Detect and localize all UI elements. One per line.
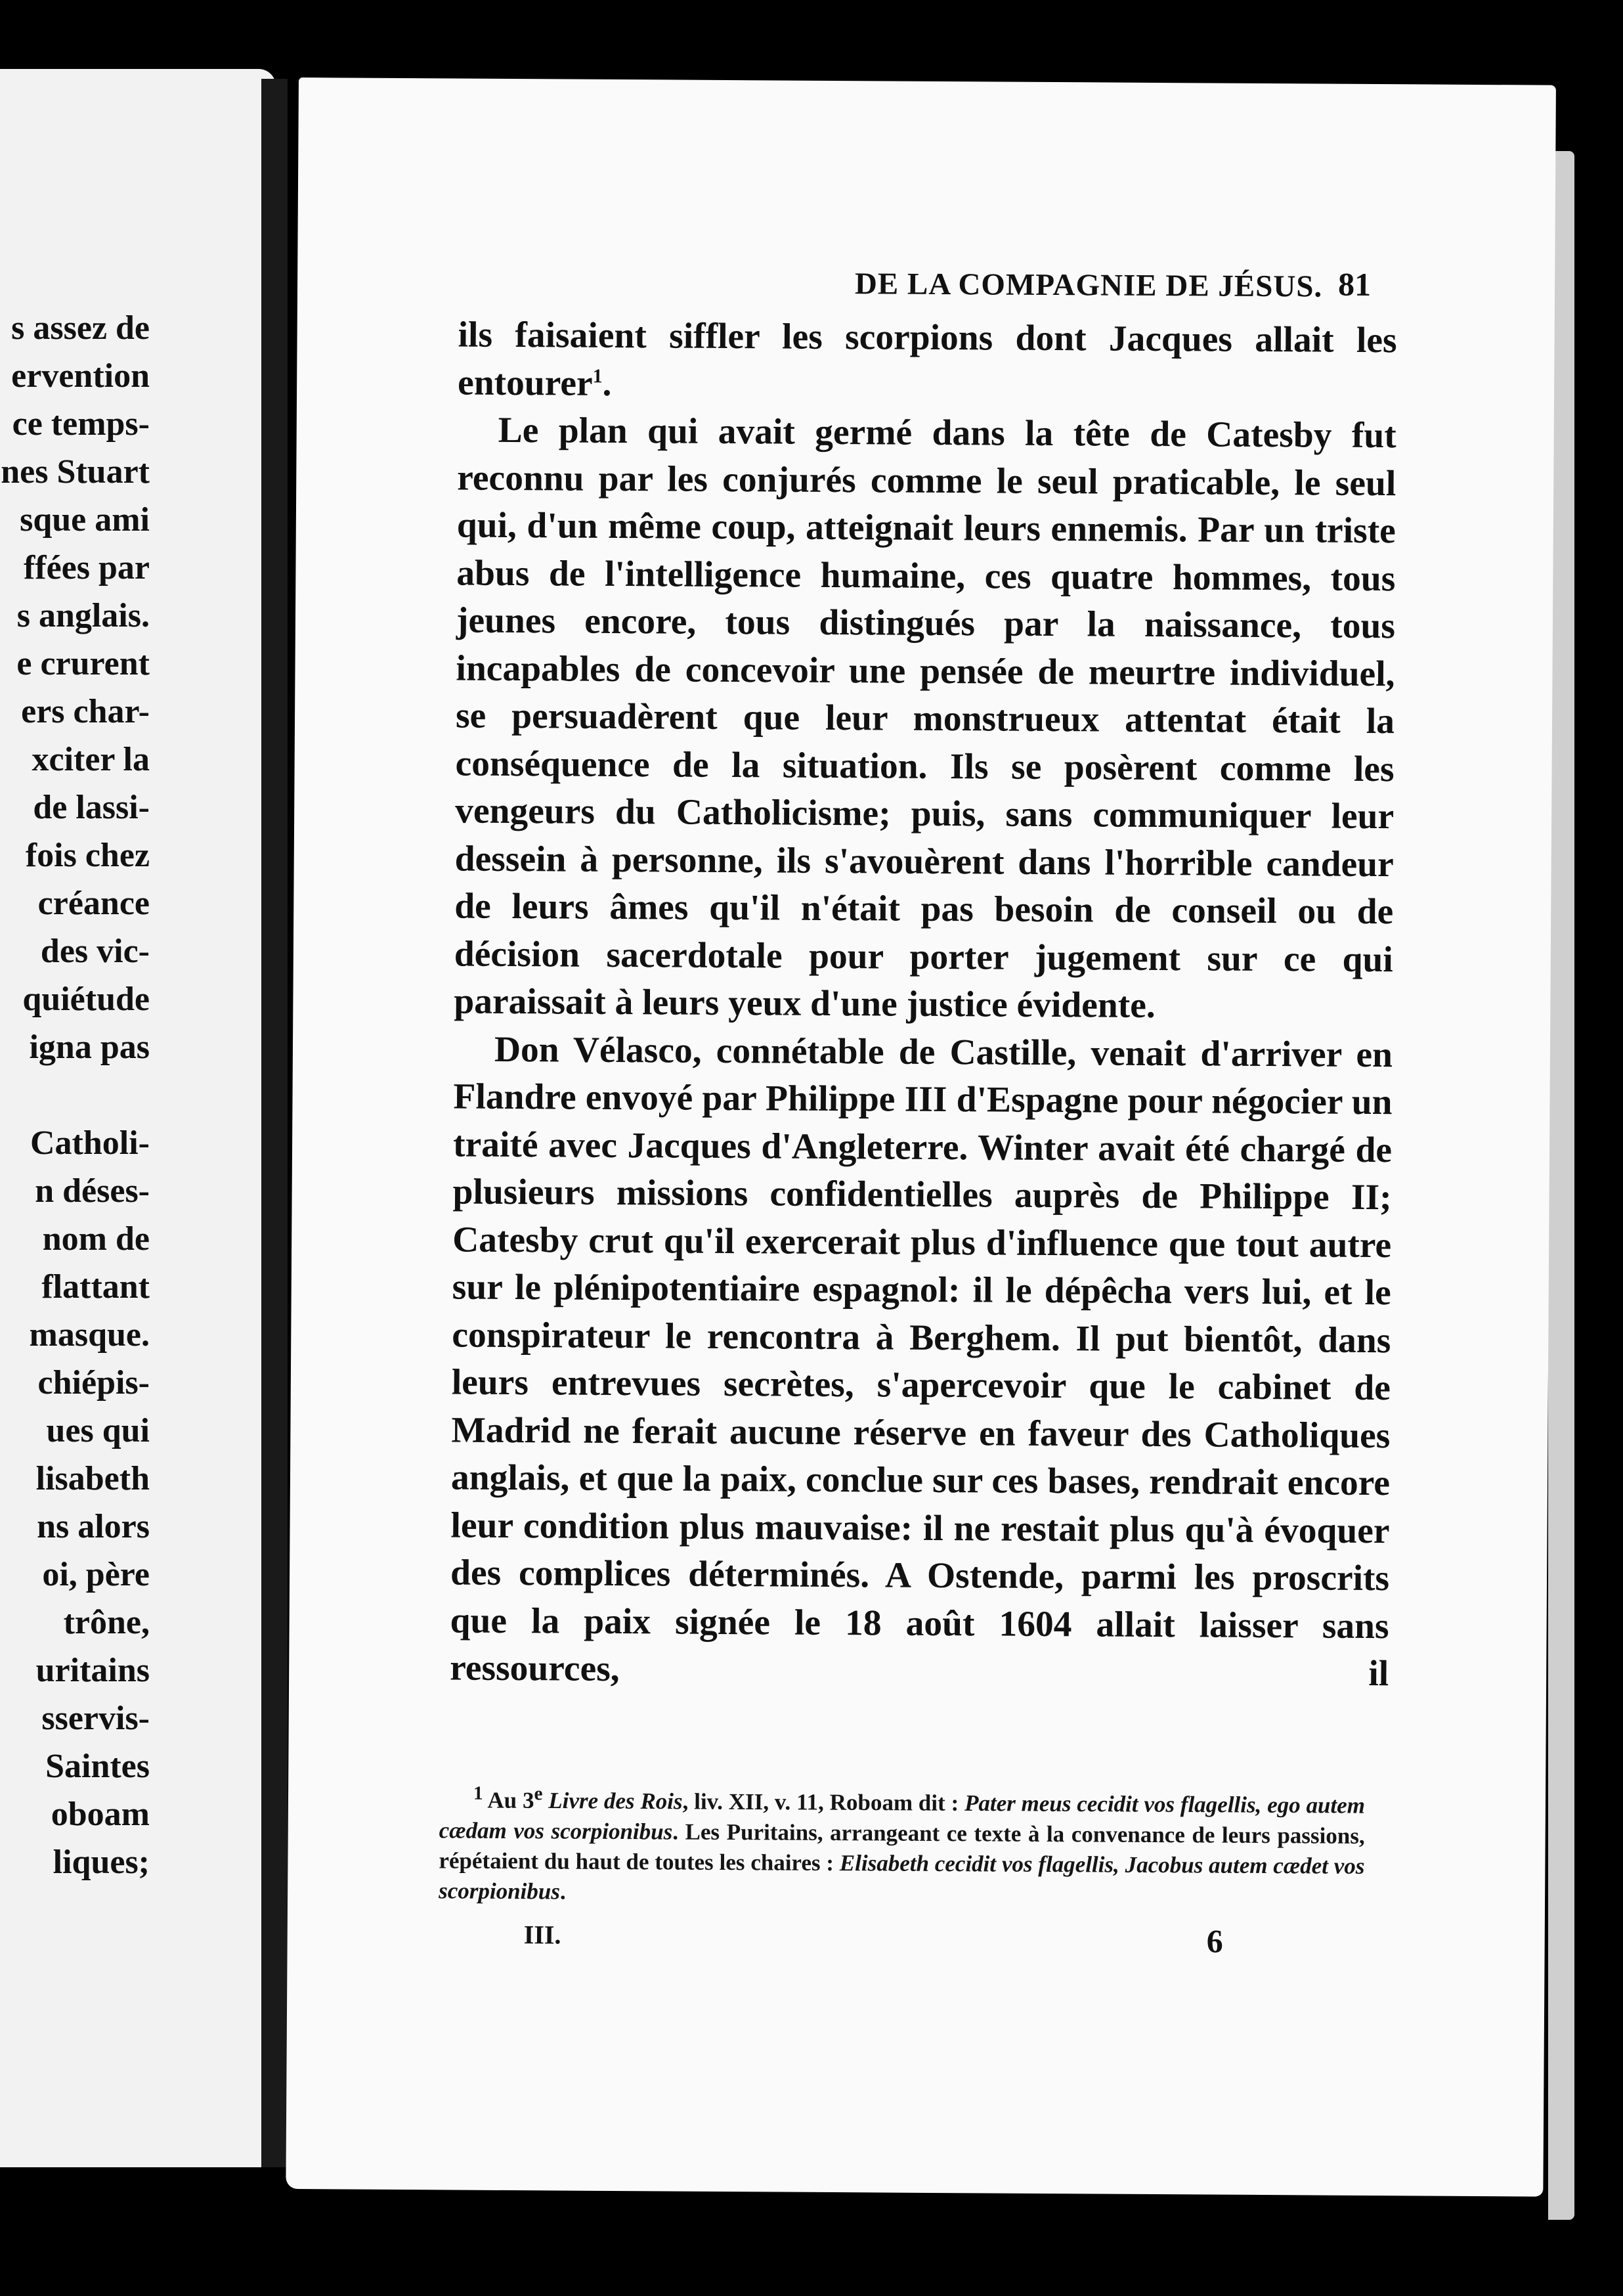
previous-page-line: trône, xyxy=(63,1604,150,1641)
book-gutter xyxy=(261,79,288,2167)
previous-page-line: s anglais. xyxy=(16,597,150,634)
footnote-latin-quote: Pater meus cecidit vos flagellis, ego autem cædam vos scorpionibus xyxy=(439,1790,1366,1845)
main-text xyxy=(450,311,1397,1698)
previous-page-line: ns alors xyxy=(37,1508,150,1545)
paragraph-1 xyxy=(458,311,1397,412)
previous-page-line: Catholi- xyxy=(30,1124,150,1162)
previous-page-line: flattant xyxy=(41,1268,150,1306)
previous-page-line: s assez de xyxy=(11,309,150,347)
previous-page-line: nom de xyxy=(42,1220,150,1258)
page xyxy=(286,77,1556,2197)
footnote xyxy=(439,1778,1365,1911)
previous-page-line: fois chez xyxy=(25,837,150,874)
paragraph-1-end: . xyxy=(602,363,612,404)
previous-page-line: de lassi- xyxy=(33,789,150,826)
previous-page-line: des vic- xyxy=(40,933,150,970)
previous-page-line: quiétude xyxy=(22,981,150,1018)
paragraph-3: Don Vélasco, connétable de Castille, venait d'arriver en Flandre envoyé par Philippe III d'Espagne pour négocier un traité avec Jacques d'Angleterre. Winter avait été chargé de plusieurs missions confidentielles auprès de Philippe II; Catesby crut qu'il exercerait plus d'influence que tout autre sur le plénipotentiaire espagnol: il le dépêcha vers lui, et le conspirateur le rencontra à Berghem. Il put bientôt, dans leurs entrevues secrètes, s'apercevoir que le cabinet de Madrid ne ferait aucune réserve en faveur des Catholiques anglais, et que la paix, conclue sur ces bases, rendrait encore leur condition plus mauvaise: il ne restait plus qu'à évoquer des complices déterminés. A Ostende, parmi les proscrits que la paix signée le 18 août 1604 allait laisser sans ressources, il xyxy=(450,1029,1393,1694)
footnote-text-part: . Les Puritains, arrangeant ce texte à la convenance de leurs passions, répétaient du haut de toutes les chaires : xyxy=(439,1819,1365,1876)
previous-page-line: ers char- xyxy=(21,693,150,730)
previous-page-line: e crurent xyxy=(16,645,150,682)
previous-page-line: ce temps- xyxy=(12,405,150,443)
paragraph-1-text: ils faisaient siffler les scorpions dont Jacques allait les entourer xyxy=(457,315,1397,404)
footnote-latin-quote: Elisabeth cecidit vos flagellis, Jacobus autem cædet vos scorpionibus xyxy=(439,1849,1365,1905)
previous-page-line: lisabeth xyxy=(35,1460,150,1497)
paragraph-2: Le plan qui avait germé dans la tête de Catesby fut reconnu par les conjurés comme le seul praticable, le seul qui, d'un même coup, atteignait leurs ennemis. Par un triste abus de l'intelligence humaine, ces quatre hommes, tous jeunes encore, tous distingués par la naissance, tous incapables de concevoir une pensée de meurtre individuel, se persuadèrent que leur monstrueux attentat était la conséquence de la situation. Ils se posèrent comme les vengeurs du Catholicisme; puis, sans communiquer leur dessein à personne, ils s'avouèrent dans l'horrible candeur de leurs âmes qu'il n'était pas besoin de conseil ou de décision sacerdotale pour porter jugement sur ce qui paraissait à leurs yeux d'une justice évidente. xyxy=(454,410,1396,1026)
previous-page-line: oi, père xyxy=(42,1556,150,1593)
previous-page-line: sque ami xyxy=(20,501,150,539)
previous-page-line: xciter la xyxy=(32,741,150,778)
footnote-marker: 1 xyxy=(473,1782,483,1804)
previous-page-line: sservis- xyxy=(41,1700,150,1737)
footnote-text xyxy=(439,1778,1365,1911)
volume-signature: III. xyxy=(523,1920,561,1950)
footnote-text-part: , liv. XII, v. 11, Roboam dit : xyxy=(682,1788,965,1816)
footnote-book-title: Livre des Rois xyxy=(548,1788,683,1815)
footnote-text-part: . xyxy=(559,1878,566,1905)
previous-page-line: igna pas xyxy=(29,1028,150,1066)
previous-page-line: Saintes xyxy=(45,1748,150,1785)
footnote-text-part: Au 3 xyxy=(483,1787,534,1813)
page-number: 81 xyxy=(1337,265,1372,303)
running-title: DE LA COMPAGNIE DE JÉSUS. xyxy=(854,267,1323,304)
previous-page-line: uritains xyxy=(35,1652,150,1689)
previous-page-line: ffées par xyxy=(23,549,150,586)
previous-page-line: créance xyxy=(37,885,150,922)
footnote-ordinal: e xyxy=(534,1783,543,1805)
footnote-reference: 1 xyxy=(592,364,603,387)
previous-page-line: chiépis- xyxy=(37,1364,150,1402)
previous-page-line: liques; xyxy=(53,1843,150,1881)
previous-page-line: oboam xyxy=(51,1796,150,1833)
previous-page-line: n déses- xyxy=(35,1172,150,1210)
previous-page-line: ervention xyxy=(11,357,150,395)
sheet-signature: 6 xyxy=(1206,1922,1223,1960)
previous-page-line: nes Stuart xyxy=(1,453,150,491)
previous-page-line: ues qui xyxy=(46,1412,150,1449)
previous-page-line: masque. xyxy=(29,1316,150,1354)
